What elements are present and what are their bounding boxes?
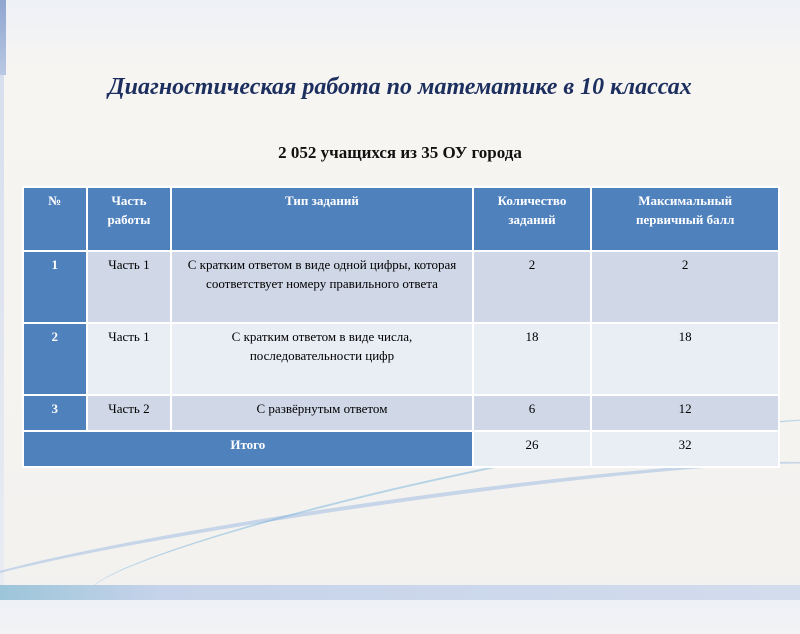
row-number: 2: [23, 323, 87, 395]
table-row: [23, 323, 779, 395]
row-type: С кратким ответом в виде одной цифры, которая соответствует номеру правильного ответа: [171, 251, 472, 323]
header-max-score: Максимальный первичный балл: [591, 187, 779, 251]
decor-left-strip: [0, 0, 6, 75]
row-type: С развёрнутым ответом: [171, 395, 472, 431]
tasks-table: [22, 186, 780, 468]
slide-subtitle: 2 052 учащихся из 35 ОУ города: [278, 143, 522, 162]
row-count: 2: [473, 251, 592, 323]
header-type: Тип заданий: [171, 187, 472, 251]
row-max-score: 2: [591, 251, 779, 323]
row-part: Часть 2: [87, 395, 172, 431]
total-count: 26: [473, 431, 592, 467]
row-type: С кратким ответом в виде числа, последовательности цифр: [171, 323, 472, 395]
total-max-score: 32: [591, 431, 779, 467]
table-row: [23, 395, 779, 431]
decor-bottom-band: [0, 585, 800, 600]
header-part: Часть работы: [87, 187, 172, 251]
row-count: 18: [473, 323, 592, 395]
total-label: Итого: [23, 431, 473, 467]
row-number: 3: [23, 395, 87, 431]
table-row: [23, 251, 779, 323]
row-max-score: 12: [591, 395, 779, 431]
row-part: Часть 1: [87, 323, 172, 395]
row-part: Часть 1: [87, 251, 172, 323]
header-count: Количество заданий: [473, 187, 592, 251]
row-max-score: 18: [591, 323, 779, 395]
row-number: 1: [23, 251, 87, 323]
table-header-row: [23, 187, 779, 251]
header-number: №: [23, 187, 87, 251]
slide-title: Диагностическая работа по математике в 10 классах: [108, 74, 692, 100]
table-total-row: [23, 431, 779, 467]
row-count: 6: [473, 395, 592, 431]
